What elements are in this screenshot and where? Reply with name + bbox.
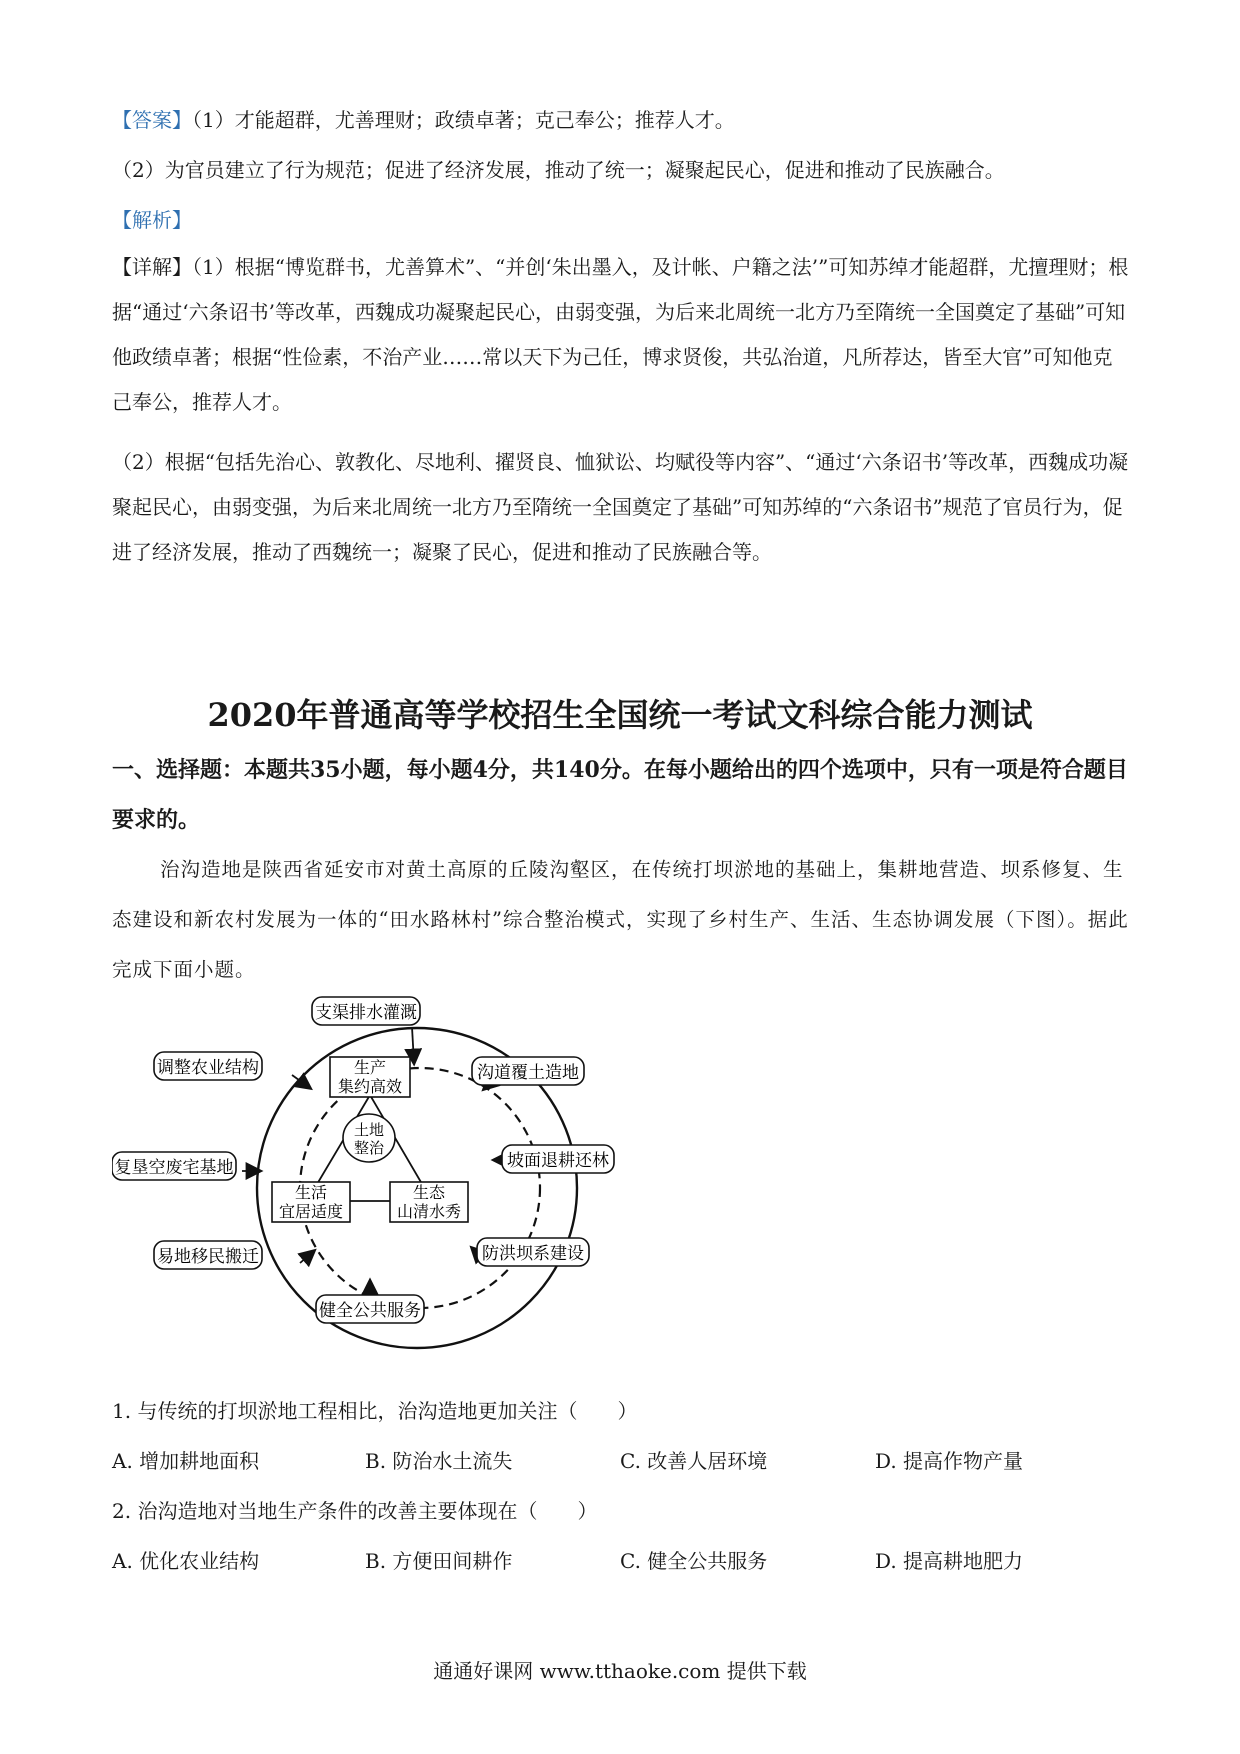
exam-title: 2020年普通高等学校招生全国统一考试文科综合能力测试 bbox=[207, 696, 1033, 734]
outer-item-upper-right bbox=[472, 1057, 584, 1085]
svg-text:集约高效: 集约高效 bbox=[337, 1077, 403, 1096]
question-1-option-c[interactable]: C. 改善人居环境 bbox=[620, 1449, 768, 1473]
section-heading: 一、选择题：本题共35小题，每小题4分，共140分。在每小题给出的四个选项中，只有一项是符合题目要求的。 bbox=[112, 757, 1128, 833]
svg-text:生活: 生活 bbox=[294, 1183, 328, 1202]
analysis-tag: 【解析】 bbox=[112, 208, 192, 232]
svg-text:易地移民搬迁: 易地移民搬迁 bbox=[157, 1247, 259, 1267]
svg-text:生产: 生产 bbox=[353, 1058, 387, 1077]
outer-item-right bbox=[502, 1145, 614, 1173]
question-2-option-b[interactable]: B. 方便田间耕作 bbox=[365, 1549, 513, 1573]
question-intro: 治沟造地是陕西省延安市对黄土高原的丘陵沟壑区，在传统打坝淤地的基础上，集耕地营造、坝系修复、生态建设和新农村发展为一体的“田水路林村”综合整治模式，实现了乡村生产、生活、生态协调发展（下图）。据此完成下面小题。 bbox=[112, 858, 1129, 981]
outer-item-left bbox=[112, 1152, 236, 1180]
outer-item-lower-left bbox=[154, 1241, 262, 1269]
land-remediation-diagram bbox=[112, 995, 692, 1370]
inner-node-living bbox=[272, 1182, 350, 1222]
outer-item-top bbox=[312, 997, 420, 1025]
svg-text:山清水秀: 山清水秀 bbox=[396, 1202, 462, 1221]
outer-item-lower-right bbox=[477, 1238, 589, 1266]
outer-item-upper-left bbox=[154, 1052, 262, 1080]
inner-node-ecology bbox=[390, 1182, 468, 1222]
question-2-option-c[interactable]: C. 健全公共服务 bbox=[620, 1549, 768, 1573]
question-1-option-d[interactable]: D. 提高作物产量 bbox=[875, 1449, 1024, 1473]
inner-node-land-remediation bbox=[343, 1114, 395, 1162]
svg-text:支渠排水灌溉: 支渠排水灌溉 bbox=[315, 1003, 417, 1023]
question-1-option-b[interactable]: B. 防治水土流失 bbox=[365, 1449, 513, 1473]
question-2-option-a[interactable]: A. 优化农业结构 bbox=[112, 1549, 260, 1573]
question-2-option-d[interactable]: D. 提高耕地肥力 bbox=[875, 1549, 1024, 1573]
answer-line-1: 【答案】（1）才能超群，尤善理财；政绩卓著；克己奉公；推荐人才。 bbox=[112, 108, 735, 132]
analysis-paragraph-2: （2）根据“包括先治心、敦教化、尽地利、擢贤良、恤狱讼、均赋役等内容”、“通过‘六条诏书’等改革，西魏成功凝聚起民心，由弱变强，为后来北周统一北方乃至隋统一全国奠定了基础”可知苏绰的“六条诏书”规范了官员行为，促进了经济发展，推动了西魏统一；凝聚了民心，促进和推动了民族融合等。 bbox=[112, 450, 1129, 564]
svg-text:坡面退耕还林: 坡面退耕还林 bbox=[507, 1151, 609, 1171]
detail-tag: 【详解】 bbox=[112, 255, 192, 279]
footer-source: 通通好课网 www.tthaoke.com 提供下载 bbox=[433, 1659, 807, 1683]
svg-text:防洪坝系建设: 防洪坝系建设 bbox=[482, 1244, 584, 1264]
question-2-stem: 2. 治沟造地对当地生产条件的改善主要体现在（ ） bbox=[112, 1499, 598, 1523]
question-1-option-a[interactable]: A. 增加耕地面积 bbox=[112, 1449, 260, 1473]
svg-text:生态: 生态 bbox=[412, 1183, 446, 1202]
answer-line-2: （2）为官员建立了行为规范；促进了经济发展，推动了统一；凝聚起民心，促进和推动了民族融合。 bbox=[112, 158, 1005, 182]
inner-node-production bbox=[330, 1057, 410, 1097]
svg-text:沟道覆土造地: 沟道覆土造地 bbox=[477, 1063, 579, 1083]
answer-tag: 【答案】 bbox=[112, 108, 192, 132]
analysis-paragraph-1: 【详解】（1）根据“博览群书，尤善算术”、“并创‘朱出墨入，及计帐、户籍之法’”可知苏绰才能超群，尤擅理财；根据“通过‘六条诏书’等改革，西魏成功凝聚起民心，由弱变强，为后来北周统一北方乃至隋统一全国奠定了基础”可知他政绩卓著；根据“性俭素，不治产业……常以天下为己任，博求贤俊，共弘治道，凡所荐达，皆至大官”可知他克己奉公，推荐人才。 bbox=[112, 255, 1129, 414]
outer-item-bottom bbox=[316, 1295, 424, 1323]
svg-text:调整农业结构: 调整农业结构 bbox=[157, 1058, 259, 1078]
svg-text:土地: 土地 bbox=[353, 1121, 385, 1139]
question-1-stem: 1. 与传统的打坝淤地工程相比，治沟造地更加关注（ ） bbox=[112, 1399, 638, 1423]
svg-text:宜居适度: 宜居适度 bbox=[278, 1202, 344, 1221]
svg-text:整治: 整治 bbox=[353, 1139, 385, 1157]
svg-text:复垦空废宅基地: 复垦空废宅基地 bbox=[114, 1158, 234, 1178]
svg-text:健全公共服务: 健全公共服务 bbox=[319, 1301, 421, 1321]
